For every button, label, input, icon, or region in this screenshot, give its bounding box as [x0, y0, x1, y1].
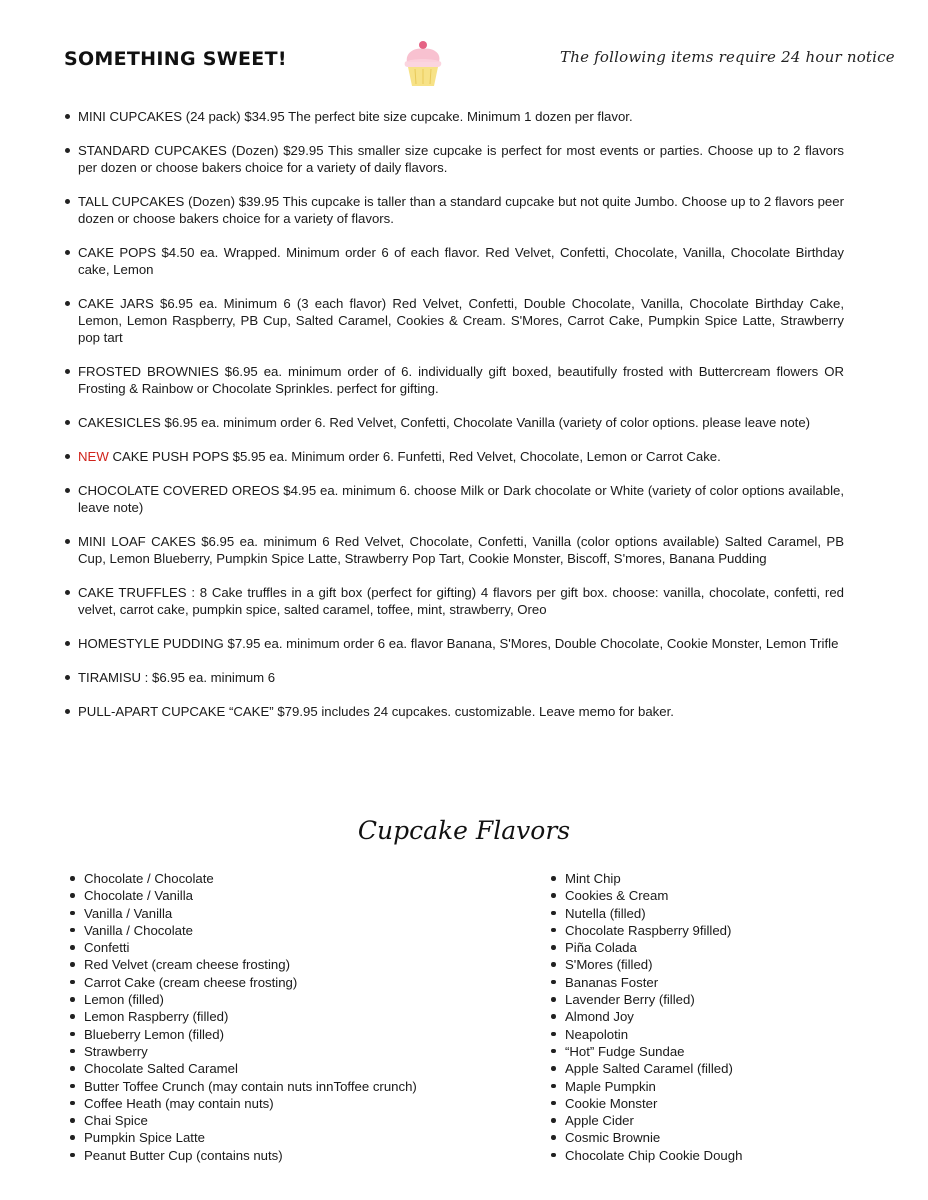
list-item — [78, 533, 844, 567]
flavor-item: Butter Toffee Crunch (may contain nuts innToffee crunch) — [84, 1078, 417, 1094]
new-badge: NEW — [78, 449, 109, 464]
flavor-item: Chocolate / Vanilla — [84, 887, 417, 904]
flavor-item: “Hot” Fudge Sundae — [565, 1043, 742, 1060]
flavor-item: Carrot Cake (cream cheese frosting) — [84, 974, 417, 991]
flavor-item: Almond Joy — [565, 1008, 742, 1025]
flavor-item: Red Velvet (cream cheese frosting) — [84, 956, 417, 973]
flavor-item: Chocolate Salted Caramel — [84, 1060, 417, 1077]
menu-item-text: STANDARD CUPCAKES (Dozen) $29.95 This smaller size cupcake is perfect for most events or parties. Choose up to 2 flavors per dozen or choose bakers choice for a variety of daily flavors. — [78, 143, 844, 175]
flavors-right-list — [547, 870, 742, 1164]
flavor-item: Vanilla / Vanilla — [84, 905, 417, 922]
menu-item-text: CHOCOLATE COVERED OREOS $4.95 ea. minimum 6. choose Milk or Dark chocolate or White (variety of color options available, leave note) — [78, 483, 844, 515]
list-item — [78, 363, 844, 397]
flavor-item: Strawberry — [84, 1043, 417, 1060]
flavor-item: Cookie Monster — [565, 1095, 742, 1112]
menu-item-text: TALL CUPCAKES (Dozen) $39.95 This cupcake is taller than a standard cupcake but not quite Jumbo. Choose up to 2 flavors peer dozen or choose bakers choice for a variety of flavors. — [78, 194, 844, 226]
flavor-item: S'Mores (filled) — [565, 956, 742, 973]
flavor-item: Cookies & Cream — [565, 887, 742, 904]
list-item — [78, 244, 844, 278]
notice-text: The following items require 24 hour notice — [560, 48, 895, 66]
page-title: SOMETHING SWEET! — [64, 48, 287, 70]
flavor-item: Vanilla / Chocolate — [84, 922, 417, 939]
flavor-item: Apple Salted Caramel (filled) — [565, 1060, 742, 1077]
menu-item-text: HOMESTYLE PUDDING $7.95 ea. minimum order 6 ea. flavor Banana, S'Mores, Double Chocolate, Cookie Monster, Lemon Trifle — [78, 636, 839, 651]
flavor-item: Nutella (filled) — [565, 905, 742, 922]
flavor-item: Mint Chip — [565, 870, 742, 887]
list-item — [78, 295, 844, 346]
list-item — [78, 193, 844, 227]
menu-item-text: TIRAMISU : $6.95 ea. minimum 6 — [78, 670, 276, 685]
flavor-item: Apple Cider — [565, 1112, 742, 1129]
list-item — [78, 482, 844, 516]
list-item — [78, 108, 844, 125]
flavor-item: Coffee Heath (may contain nuts) — [84, 1095, 417, 1112]
list-item — [78, 584, 844, 618]
menu-item-text: CAKE POPS $4.50 ea. Wrapped. Minimum order 6 of each flavor. Red Velvet, Confetti, Chocolate, Vanilla, Chocolate Birthday cake, Lemon — [78, 245, 844, 277]
menu-list — [60, 108, 844, 737]
flavor-item: Bananas Foster — [565, 974, 742, 991]
flavors-title: Cupcake Flavors — [357, 816, 571, 845]
flavor-item: Peanut Butter Cup (contains nuts) — [84, 1147, 417, 1164]
menu-item-text: MINI CUPCAKES (24 pack) $34.95 The perfect bite size cupcake. Minimum 1 dozen per flavor. — [78, 109, 633, 124]
cupcake-icon — [400, 38, 446, 94]
list-item — [78, 142, 844, 176]
flavor-item: Piña Colada — [565, 939, 742, 956]
flavor-item: Chocolate / Chocolate — [84, 870, 417, 887]
flavor-item: Blueberry Lemon (filled) — [84, 1026, 417, 1043]
flavor-item: Pumpkin Spice Latte — [84, 1129, 417, 1146]
flavor-item: Maple Pumpkin — [565, 1078, 742, 1095]
flavors-left-list — [66, 870, 417, 1164]
flavor-item: Lemon Raspberry (filled) — [84, 1008, 417, 1025]
menu-item-text: CAKE JARS $6.95 ea. Minimum 6 (3 each flavor) Red Velvet, Confetti, Double Chocolate, Vanilla, Chocolate Birthday Cake, Lemon, Lemon Raspberry, PB Cup, Salted Caramel, Cookies & Cream. S'Mores, Carrot Cake, Pumpkin Spice Latte, Strawberry pop tart — [78, 296, 844, 345]
menu-item-text: CAKE PUSH POPS $5.95 ea. Minimum order 6. Funfetti, Red Velvet, Chocolate, Lemon or Carrot Cake. — [108, 449, 721, 464]
flavor-item: Neapolotin — [565, 1026, 742, 1043]
flavor-item: Lavender Berry (filled) — [565, 991, 742, 1008]
flavor-item: Confetti — [84, 939, 417, 956]
flavor-item: Chocolate Raspberry 9filled) — [565, 922, 742, 939]
list-item — [78, 448, 844, 465]
list-item — [78, 635, 844, 652]
list-item — [78, 414, 844, 431]
flavor-item: Lemon (filled) — [84, 991, 417, 1008]
flavor-item: Chocolate Chip Cookie Dough — [565, 1147, 743, 1163]
list-item — [78, 703, 844, 720]
menu-item-text: MINI LOAF CAKES $6.95 ea. minimum 6 Red Velvet, Chocolate, Confetti, Vanilla (color options available) Salted Caramel, PB Cup, Lemon Blueberry, Pumpkin Spice Latte, Strawberry Pop Tart, Cookie Monster, Biscoff, S'mores, Banana Pudding — [78, 534, 844, 566]
menu-item-text: FROSTED BROWNIES $6.95 ea. minimum order of 6. individually gift boxed, beautifully frosted with Buttercream flowers OR Frosting & Rainbow or Chocolate Sprinkles. perfect for gifting. — [78, 364, 844, 396]
flavor-item: Cosmic Brownie — [565, 1129, 742, 1146]
list-item — [78, 669, 844, 686]
menu-item-text: PULL-APART CUPCAKE “CAKE” $79.95 includes 24 cupcakes. customizable. Leave memo for baker. — [78, 704, 674, 719]
menu-item-text: CAKESICLES $6.95 ea. minimum order 6. Red Velvet, Confetti, Chocolate Vanilla (variety of color options. please leave note) — [78, 415, 811, 430]
menu-item-text: CAKE TRUFFLES : 8 Cake truffles in a gift box (perfect for gifting) 4 flavors per gift box. choose: vanilla, chocolate, confetti, red velvet, carrot cake, pumpkin spice, salted caramel, toffee, mint, strawberry, Oreo — [78, 585, 844, 617]
flavor-item: Chai Spice — [84, 1112, 417, 1129]
